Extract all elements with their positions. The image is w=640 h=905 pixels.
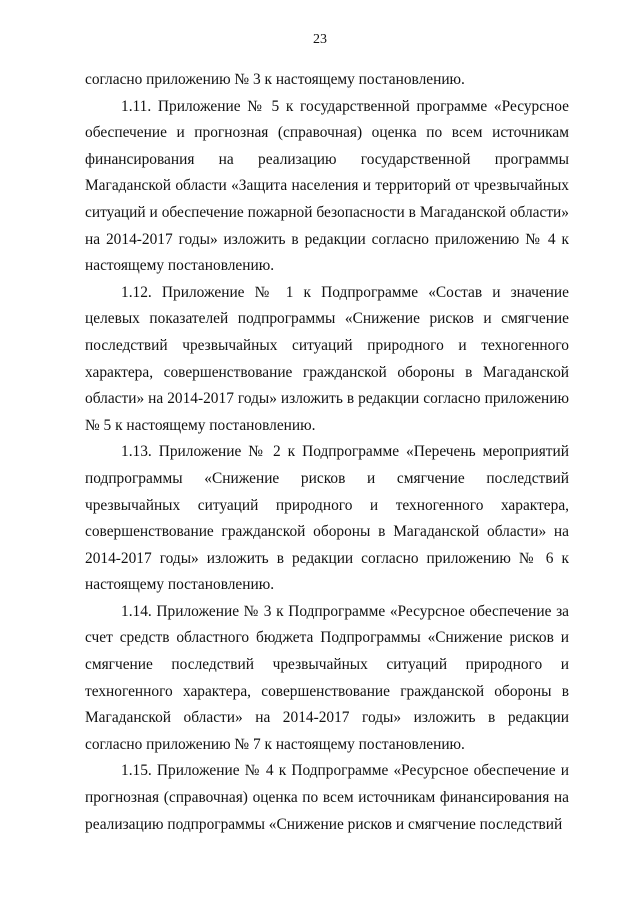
paragraph-continuation: согласно приложению № 3 к настоящему постановлению.	[85, 71, 465, 88]
paragraph-1-11: 1.11. Приложение № 5 к государственной программе «Ресурсное обеспечение и прогнозная (справочная) оценка по всем источникам финансирования на реализацию государственной программы Магаданской области «Защита населения и территорий от чрезвычайных ситуаций и обеспечение пожарной безопасности в Магаданской области» на 2014-2017 годы» изложить в редакции согласно приложению № 4 к настоящему постановлению.	[85, 97, 569, 275]
paragraph-1-15: 1.15. Приложение № 4 к Подпрограмме «Ресурсное обеспечение и прогнозная (справочная) оценка по всем источникам финансирования на реализацию подпрограммы «Снижение рисков и смягчение последствий	[85, 762, 569, 833]
paragraph-1-12: 1.12. Приложение № 1 к Подпрограмме «Состав и значение целевых показателей подпрограммы «Снижение рисков и смягчение последствий чрезвычайных ситуаций природного и техногенного характера, совершенствование гражданской обороны в Магаданской области» на 2014-2017 годы» изложить в редакции согласно приложению № 5 к настоящему постановлению.	[85, 283, 569, 434]
document-body	[85, 67, 569, 838]
page-number: 23	[313, 32, 327, 47]
paragraph-1-13: 1.13. Приложение № 2 к Подпрограмме «Перечень мероприятий подпрограммы «Снижение рисков и смягчение последствий чрезвычайных ситуаций природного и техногенного характера, совершенствование гражданской обороны в Магаданской области» на 2014-2017 годы» изложить в редакции согласно приложению № 6 к настоящему постановлению.	[85, 443, 569, 594]
paragraph-1-14: 1.14. Приложение № 3 к Подпрограмме «Ресурсное обеспечение за счет средств областного бюджета Подпрограммы «Снижение рисков и смягчение последствий чрезвычайных ситуаций природного и техногенного характера, совершенствование гражданской обороны в Магаданской области» на 2014-2017 годы» изложить в редакции согласно приложению № 7 к настоящему постановлению.	[85, 602, 569, 753]
